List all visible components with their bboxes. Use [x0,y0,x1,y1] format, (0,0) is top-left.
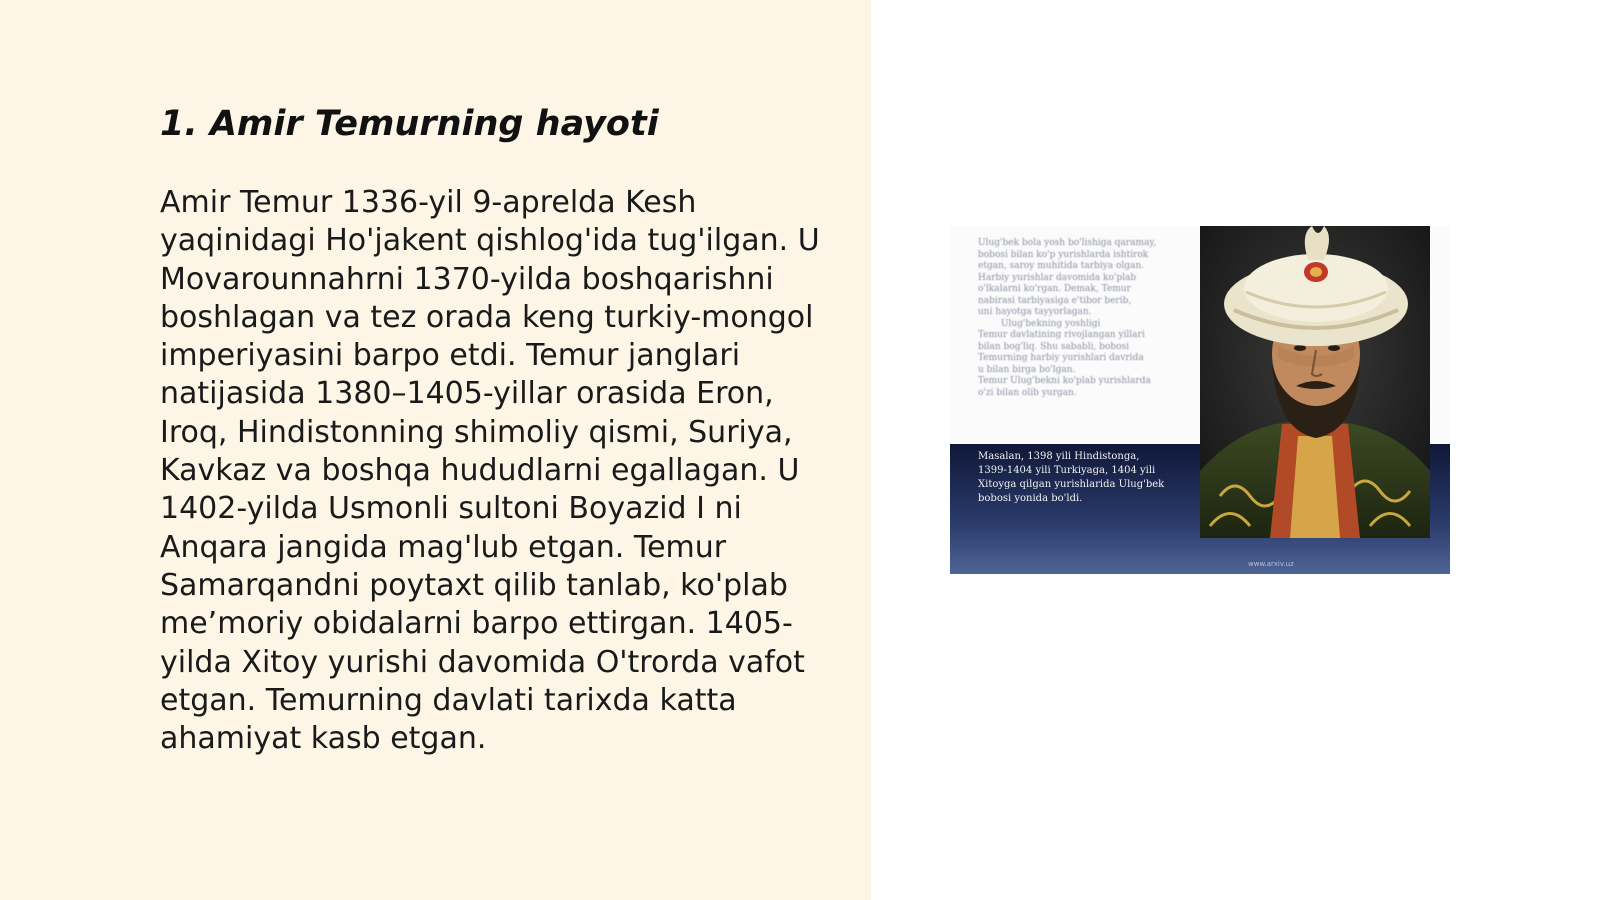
slide-title: 1. Amir Temurning hayoti [160,104,659,144]
image-footer-text: www.arxiv.uz [1248,560,1294,568]
amir-temur-portrait [1200,226,1430,538]
slide-body-text: Amir Temur 1336-yil 9-aprelda Kesh yaqinidagi Ho'jakent qishlog'ida tug'ilgan. U Movarounnahrni 1370-yilda boshqarishni boshlagan va tez orada keng turkiy-mongol imperiyasini barpo etdi. Temur janglari natijasida 1380–1405-yillar orasida Eron, Iroq, Hindistonning shimoliy qismi, Suriya, Kavkaz va boshqa hududlarni egallagan. U 1402-yilda Usmonli sultoni Boyazid I ni Anqara jangida mag'lub etgan. Temur Samarqandni poytaxt qilib tanlab, ko'plab me’moriy obidalarni barpo ettirgan. 1405-yilda Xitoy yurishi davomida O'trorda vafot etgan. Temurning davlati tarixda katta ahamiyat kasb etgan. [160,185,820,757]
image-caption: Masalan, 1398 yili Hindistonga, 1399-1404 yili Turkiyaga, 1404 yili Xitoyga qilgan yurishlarida Ulug'bek bobosi yonida bo'ldi. [978,451,1165,504]
embedded-slide-image [950,226,1450,574]
image-small-text: Ulug'bek bola yosh bo'lishiga qaramay, bobosi bilan ko'p yurishlarda ishtirok etgan, saroy muhitida tarbiya olgan. Harbiy yurishlar davomida ko'plab o'lkalarni ko'rgan. Demak, Temur nabirasi tarbiyasiga e'tibor berib, uni hayotga tayyorlagan. Ulug'bekning yoshligi Temur davlatining rivojlangan yillari bilan bog'liq. Shu sababli, bobosi Temurning harbiy yurishlari davrida u bilan birga bo'lgan. Temur Ulug'bekni ko'plab yurishlarda o'zi bilan olib yurgan. [978,238,1157,398]
